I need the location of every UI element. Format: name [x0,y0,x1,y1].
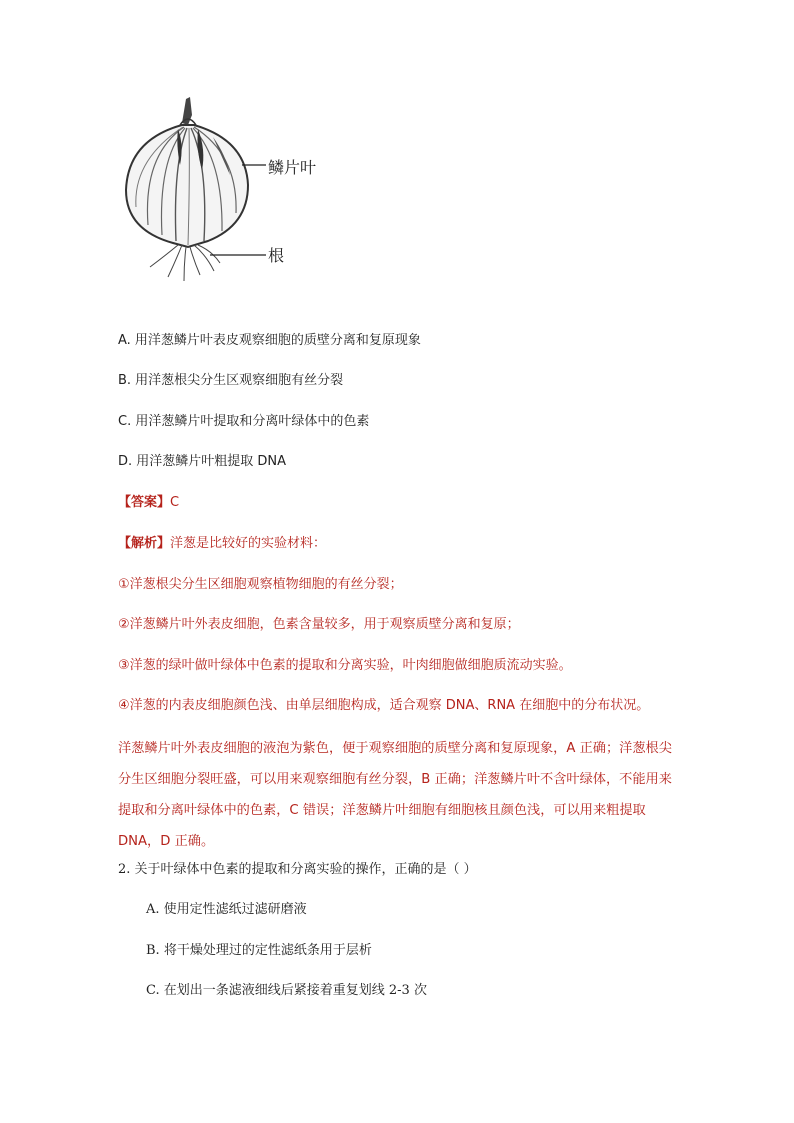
question-2-stem: 2. 关于叶绿体中色素的提取和分离实验的操作，正确的是（ ） [118,862,477,877]
point-1: ①洋葱根尖分生区细胞观察植物细胞的有丝分裂； [118,577,403,592]
analysis-intro: 洋葱是比较好的实验材料： [170,536,327,551]
onion-figure [118,95,338,285]
option-a: A. 用洋葱鳞片叶表皮观察细胞的质壁分离和复原现象 [118,333,421,348]
label-scale-leaf: 鳞片叶 [268,158,317,177]
q2-option-c: C. 在划出一条滤液细线后紧接着重复划线 2-3 次 [146,983,427,998]
point-3: ③洋葱的绿叶做叶绿体中色素的提取和分离实验，叶肉细胞做细胞质流动实验。 [118,658,572,673]
analysis-line [118,533,326,555]
option-b: B. 用洋葱根尖分生区观察细胞有丝分裂 [118,373,344,388]
explanation-paragraph: 洋葱鳞片叶外表皮细胞的液泡为紫色，便于观察细胞的质壁分离和复原现象，A 正确；洋葱根尖分生区细胞分裂旺盛，可以用来观察细胞有丝分裂，B 正确；洋葱鳞片叶不含叶绿体，不能用来提取和分离叶绿体中的色素，C 错误；洋葱鳞片叶细胞有细胞核且颜色浅，可以用来粗提取 DNA，D 正确。 [118,741,672,849]
q2-option-a: A. 使用定性滤纸过滤研磨液 [146,902,307,917]
option-c: C. 用洋葱鳞片叶提取和分离叶绿体中的色素 [118,414,370,429]
answer-value: C [170,495,180,510]
q2-option-b: B. 将干燥处理过的定性滤纸条用于层析 [146,943,372,958]
option-d: D. 用洋葱鳞片叶粗提取 DNA [118,454,287,469]
point-2: ②洋葱鳞片叶外表皮细胞，色素含量较多，用于观察质壁分离和复原； [118,617,520,632]
onion-illustration [118,95,268,285]
point-4: ④洋葱的内表皮细胞颜色浅、由单层细胞构成，适合观察 DNA、RNA 在细胞中的分布状况。 [118,698,650,713]
answer-tag: 【答案】 [118,495,171,510]
answer-line [118,492,179,514]
analysis-tag: 【解析】 [118,536,171,551]
label-root: 根 [268,246,285,265]
